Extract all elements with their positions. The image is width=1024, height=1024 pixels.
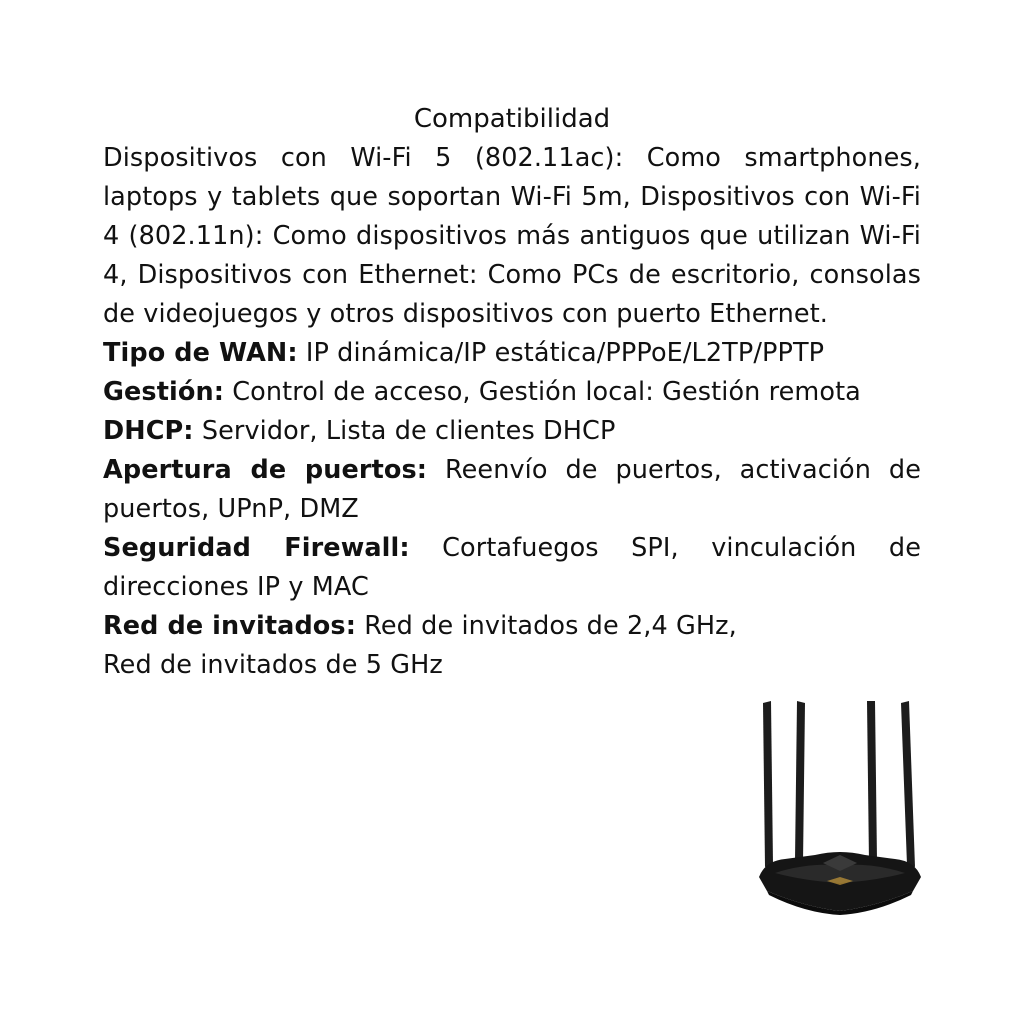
spec-desc: IP dinámica/IP estática/PPPoE/L2TP/PPTP xyxy=(297,338,825,368)
spec-desc: Servidor, Lista de clientes DHCP xyxy=(193,416,616,446)
router-antennas xyxy=(763,701,915,867)
spec-term: Gestión: xyxy=(103,377,225,407)
spec-dhcp xyxy=(103,412,921,451)
router-image xyxy=(745,695,935,920)
spec-port-forwarding xyxy=(103,451,921,529)
spec-guest-network xyxy=(103,607,743,685)
spec-desc: Control de acceso, Gestión local: Gestión remota xyxy=(224,377,861,407)
spec-term: Seguridad Firewall: xyxy=(103,533,410,563)
spec-desc: Red de invitados de 2,4 GHz, Red de invitados de 5 GHz xyxy=(103,611,737,680)
spec-firewall xyxy=(103,529,921,607)
spec-wan-type xyxy=(103,334,921,373)
compatibility-description: Dispositivos con Wi-Fi 5 (802.11ac): Como smartphones, laptops y tablets que soportan Wi-Fi 5m, Dispositivos con Wi-Fi 4 (802.11n): Como dispositivos más antiguos que utilizan Wi-Fi 4, Dispositivos con Ethernet: Como PCs de escritorio, consolas de videojuegos y otros dispositivos con puerto Ethernet. xyxy=(103,143,921,329)
section-title: Compatibilidad xyxy=(413,104,611,134)
spec-term: Tipo de WAN: xyxy=(103,338,298,368)
spec-term: DHCP: xyxy=(103,416,194,446)
spec-term: Red de invitados: xyxy=(103,611,356,641)
router-body xyxy=(759,852,921,915)
spec-desc: Cortafuegos SPI, vinculación de direcciones IP y MAC xyxy=(103,533,921,602)
spec-desc: Reenvío de puertos, activación de puertos, UPnP, DMZ xyxy=(103,455,921,524)
spec-term: Apertura de puertos: xyxy=(103,455,428,485)
spec-sheet xyxy=(103,100,921,685)
spec-management xyxy=(103,373,921,412)
